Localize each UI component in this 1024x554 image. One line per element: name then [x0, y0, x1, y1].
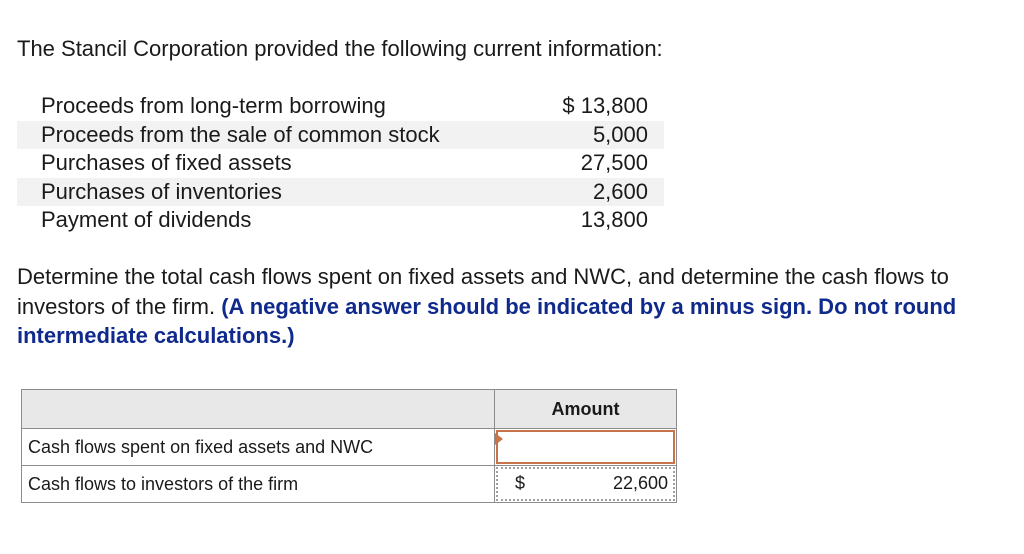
table-row — [22, 466, 677, 503]
given-information-table — [17, 92, 664, 235]
given-row — [17, 178, 664, 207]
amount-input-fixed-assets-nwc[interactable] — [496, 430, 675, 464]
table-row — [22, 429, 677, 466]
answer-table — [21, 389, 677, 503]
given-value: 13,800 — [580, 207, 648, 233]
problem-intro: The Stancil Corporation provided the following current information: — [17, 36, 663, 61]
amount-column-header: Amount — [495, 390, 677, 429]
question-text — [17, 262, 1017, 351]
given-value: 5,000 — [539, 121, 664, 150]
given-label: Purchases of fixed assets — [41, 150, 292, 176]
question-body: Determine the total cash flows spent on fixed assets and NWC, and determine the cash flows to investors of the firm. — [17, 264, 949, 319]
amount-value-investors: 22,600 — [612, 473, 668, 493]
amount-cell-investors[interactable] — [495, 466, 677, 503]
given-row — [17, 121, 664, 150]
given-label: Proceeds from the sale of common stock — [17, 121, 539, 150]
given-value: 27,500 — [580, 150, 648, 176]
given-row — [17, 206, 664, 235]
amount-cell-fixed-assets-nwc[interactable] — [495, 429, 677, 466]
question-instruction: (A negative answer should be indicated by a minus sign. Do not round intermediate calculations.) — [17, 293, 957, 348]
given-row — [17, 92, 664, 121]
answer-header-blank — [22, 390, 495, 429]
row-label-investors: Cash flows to investors of the firm — [22, 466, 495, 503]
given-label: Proceeds from long-term borrowing — [41, 93, 386, 119]
given-label: Purchases of inventories — [17, 178, 539, 207]
given-value: $ 13,800 — [562, 93, 648, 119]
given-label: Payment of dividends — [41, 207, 252, 233]
given-row — [17, 149, 664, 178]
answer-header-row — [22, 390, 677, 429]
given-value: 2,600 — [539, 178, 664, 207]
active-cell-marker-icon — [495, 433, 503, 445]
row-label-fixed-assets-nwc: Cash flows spent on fixed assets and NWC — [22, 429, 495, 466]
currency-symbol: $ — [515, 473, 526, 493]
